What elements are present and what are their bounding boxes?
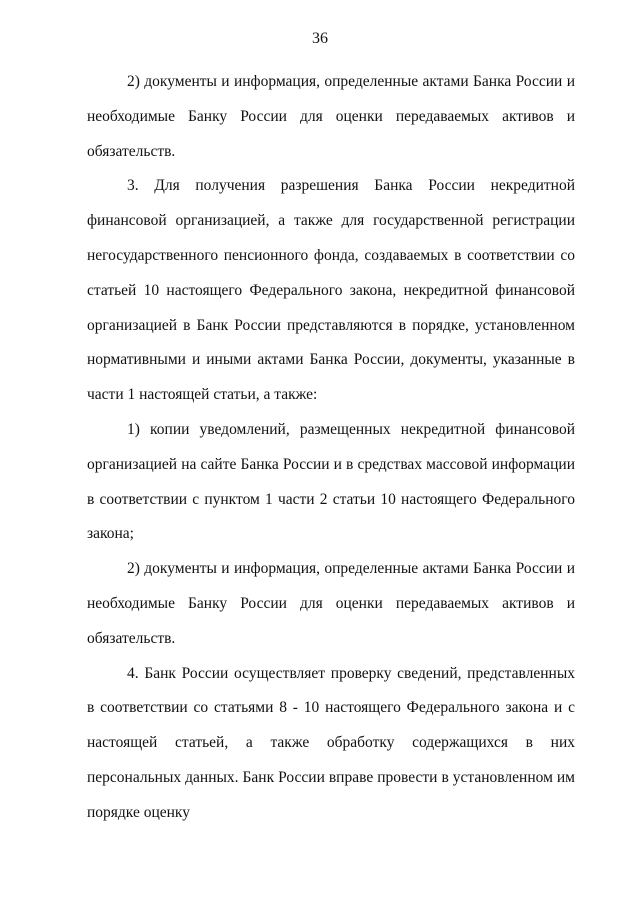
paragraph-item-2-docs: 2) документы и информация, определенные актами Банка России и необходимые Банку России для оценки передаваемых активов и обязательств. (87, 73, 575, 160)
document-body (87, 65, 575, 831)
paragraph-point-4: 4. Банк России осуществляет проверку сведений, представленных в соответствии со статьями 8 - 10 настоящего Федерального закона и с настоящей статьей, а также обработку содержащихся в них персональных данных. Банк России вправе провести в установленном им порядке оценку (87, 664, 575, 821)
paragraph-point-3: 3. Для получения разрешения Банка России некредитной финансовой организацией, а также для государственной регистрации негосударственного пенсионного фонда, создаваемых в соответствии со статьей 10 настоящего Федерального закона, некредитной финансовой организацией в Банк России представляются в порядке, установленном нормативными и иными актами Банка России, документы, указанные в части 1 настоящей статьи, а также: (87, 177, 575, 404)
page-number: 36 (312, 30, 328, 47)
paragraph-item-2-docs-repeat: 2) документы и информация, определенные актами Банка России и необходимые Банку России для оценки передаваемых активов и обязательств. (87, 560, 575, 647)
paragraph-item-1-notices: 1) копии уведомлений, размещенных некредитной финансовой организацией на сайте Банка России и в средствах массовой информации в соответствии с пунктом 1 части 2 статьи 10 настоящего Федерального закона; (87, 420, 575, 543)
